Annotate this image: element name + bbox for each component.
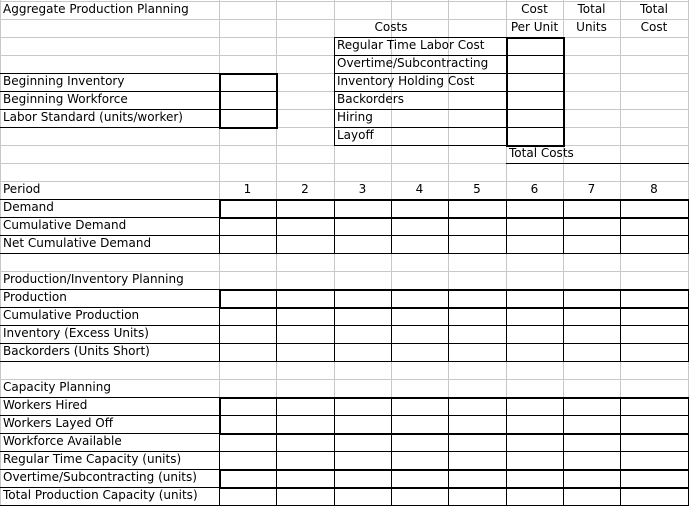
grid-line bbox=[620, 289, 621, 362]
grid-line bbox=[506, 289, 507, 362]
grid-line bbox=[506, 163, 689, 164]
sheet-title[interactable]: Aggregate Production Planning bbox=[3, 2, 189, 16]
capacity-row-label[interactable]: Workers Layed Off bbox=[3, 416, 114, 430]
period-number[interactable]: 5 bbox=[473, 182, 481, 196]
capacity-row-label[interactable]: Regular Time Capacity (units) bbox=[3, 452, 182, 466]
grid-line bbox=[563, 289, 564, 362]
grid-line bbox=[276, 289, 277, 362]
capacity-row-label[interactable]: Overtime/Subcontracting (units) bbox=[3, 470, 197, 484]
input-label[interactable]: Labor Standard (units/worker) bbox=[3, 110, 183, 124]
grid-line bbox=[506, 37, 508, 147]
cost-item-label[interactable]: Inventory Holding Cost bbox=[337, 74, 475, 88]
grid-line bbox=[620, 199, 621, 254]
production-section-header[interactable]: Production/Inventory Planning bbox=[3, 272, 184, 286]
grid-line bbox=[219, 127, 278, 129]
grid-line bbox=[0, 253, 689, 254]
capacity-row-label[interactable]: Workers Hired bbox=[3, 398, 88, 412]
period-number[interactable]: 4 bbox=[415, 182, 424, 196]
production-row-label[interactable]: Backorders (Units Short) bbox=[3, 344, 150, 358]
production-row-label[interactable]: Inventory (Excess Units) bbox=[3, 326, 149, 340]
period-number[interactable]: 6 bbox=[530, 182, 539, 196]
grid-line bbox=[448, 289, 449, 362]
input-label[interactable]: Beginning Inventory bbox=[3, 74, 125, 88]
grid-line bbox=[506, 55, 564, 56]
grid-line bbox=[563, 397, 564, 506]
grid-line bbox=[391, 397, 392, 506]
capacity-section-header[interactable]: Capacity Planning bbox=[3, 380, 111, 394]
grid-line bbox=[219, 397, 689, 399]
grid-line bbox=[506, 37, 565, 39]
header-per-unit[interactable]: Per Unit bbox=[510, 20, 559, 34]
grid-line bbox=[334, 199, 335, 254]
production-row-label[interactable]: Cumulative Production bbox=[3, 308, 140, 322]
cost-item-label[interactable]: Layoff bbox=[337, 128, 374, 142]
demand-row-label[interactable]: Net Cumulative Demand bbox=[3, 236, 152, 250]
header-total-cost-top[interactable]: Total bbox=[639, 2, 669, 16]
capacity-row-label[interactable]: Workforce Available bbox=[3, 434, 122, 448]
grid-line bbox=[506, 109, 564, 110]
grid-line bbox=[219, 289, 220, 362]
grid-line bbox=[219, 199, 220, 254]
grid-line bbox=[219, 199, 689, 201]
grid-line bbox=[563, 37, 565, 147]
grid-line bbox=[219, 73, 278, 75]
grid-line bbox=[0, 127, 220, 128]
grid-line bbox=[506, 91, 564, 92]
costs-label[interactable]: Costs bbox=[374, 20, 408, 34]
grid-line bbox=[506, 73, 564, 74]
grid-line bbox=[219, 91, 277, 92]
input-label[interactable]: Beginning Workforce bbox=[3, 92, 128, 106]
grid-line bbox=[506, 127, 564, 128]
grid-line bbox=[448, 199, 449, 254]
production-row-label[interactable]: Production bbox=[3, 290, 67, 304]
cost-item-label[interactable]: Hiring bbox=[337, 110, 373, 124]
grid-line bbox=[219, 289, 689, 291]
header-units[interactable]: Units bbox=[576, 20, 607, 34]
period-number[interactable]: 8 bbox=[650, 182, 658, 196]
period-number[interactable]: 1 bbox=[243, 182, 252, 196]
grid-line bbox=[334, 397, 335, 506]
grid-line bbox=[563, 199, 564, 254]
header-total-units-top[interactable]: Total bbox=[577, 2, 606, 16]
grid-line bbox=[276, 199, 277, 254]
grid-line bbox=[276, 73, 278, 129]
total-costs-label[interactable]: Total Costs bbox=[509, 146, 574, 160]
period-number[interactable]: 7 bbox=[587, 182, 596, 196]
header-cost[interactable]: Cost bbox=[521, 2, 548, 16]
grid-line bbox=[334, 145, 507, 146]
period-number[interactable]: 3 bbox=[358, 182, 367, 196]
cost-item-label[interactable]: Overtime/Subcontracting bbox=[337, 56, 489, 70]
demand-row-label[interactable]: Cumulative Demand bbox=[3, 218, 127, 232]
grid-line bbox=[620, 397, 621, 506]
header-cost-bottom[interactable]: Cost bbox=[640, 20, 668, 34]
grid-line bbox=[219, 397, 220, 506]
grid-line bbox=[506, 199, 507, 254]
period-number[interactable]: 2 bbox=[301, 182, 309, 196]
grid-line bbox=[506, 397, 507, 506]
grid-line bbox=[0, 361, 689, 362]
period-label[interactable]: Period bbox=[3, 182, 41, 196]
grid-line bbox=[276, 397, 277, 506]
grid-line bbox=[391, 289, 392, 362]
grid-line bbox=[391, 199, 392, 254]
cost-item-label[interactable]: Backorders bbox=[337, 92, 404, 106]
grid-line bbox=[219, 73, 221, 129]
grid-line bbox=[448, 397, 449, 506]
cost-item-label[interactable]: Regular Time Labor Cost bbox=[337, 38, 485, 52]
grid-line bbox=[219, 109, 277, 110]
grid-line bbox=[334, 289, 335, 362]
demand-row-label[interactable]: Demand bbox=[3, 200, 54, 214]
capacity-row-label[interactable]: Total Production Capacity (units) bbox=[3, 488, 198, 502]
